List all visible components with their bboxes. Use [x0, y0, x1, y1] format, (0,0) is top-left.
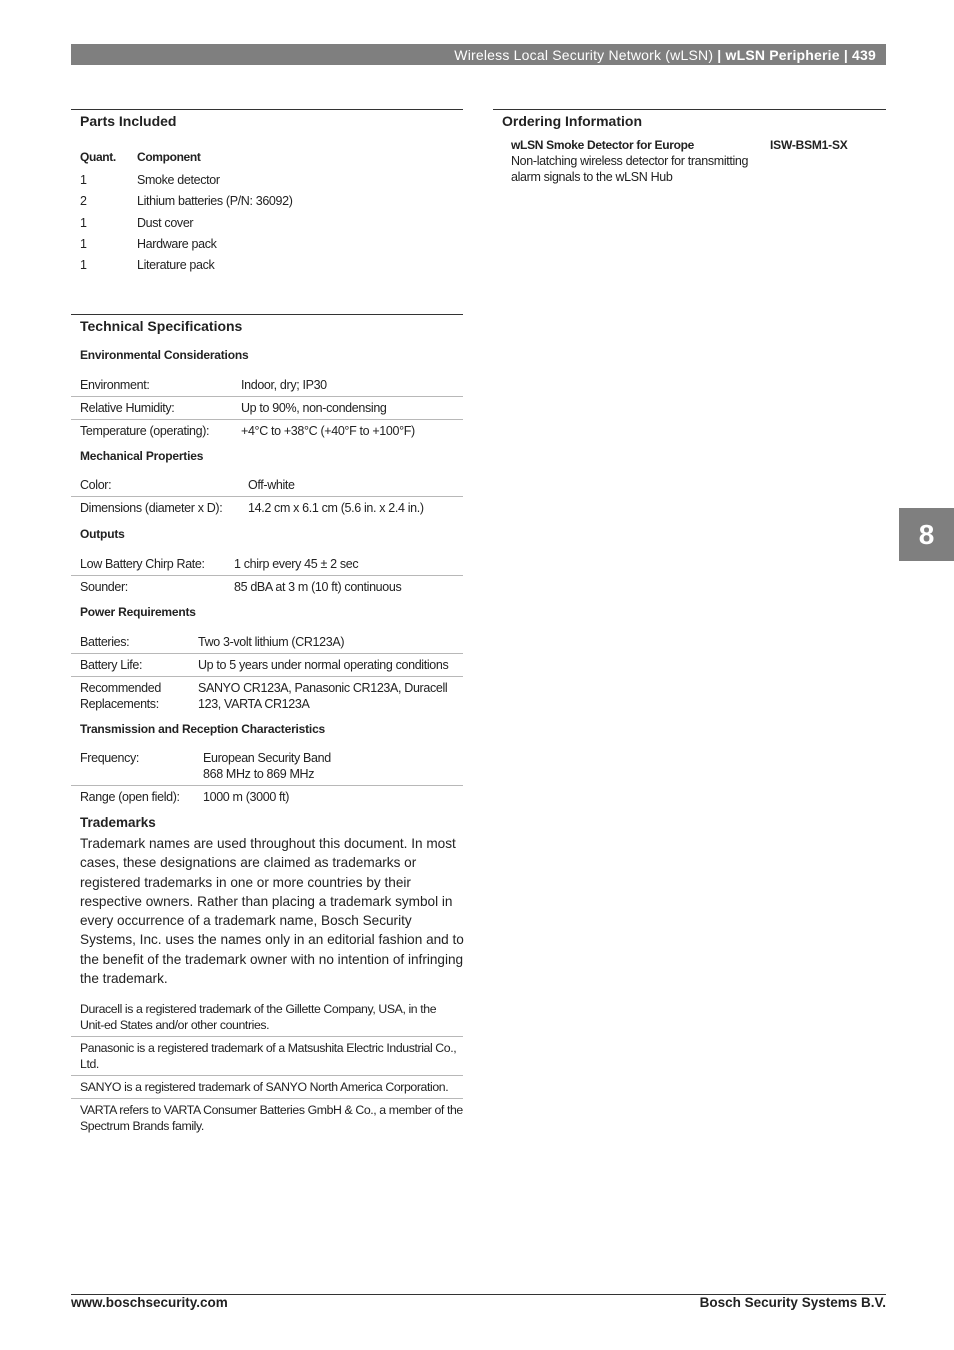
spec-label: Range (open field):: [80, 790, 180, 804]
spec-value: SANYO CR123A, Panasonic CR123A, Duracell 123, VARTA CR123A: [198, 681, 448, 711]
quant-cell: 2: [80, 194, 87, 209]
trademark-note: Panasonic is a registered trademark of a Matsushita Electric Industrial Co., Ltd.: [71, 1037, 463, 1076]
spec-label: Recommended Replacements:: [80, 681, 161, 711]
spec-label: Relative Humidity:: [80, 401, 175, 415]
table-row: [80, 233, 460, 254]
spec-label: Dimensions (diameter x D):: [80, 501, 223, 515]
env-table: [71, 374, 463, 442]
quant-cell: 1: [80, 215, 87, 230]
table-row: [80, 191, 460, 212]
table-row: [71, 374, 463, 397]
trademark-note: SANYO is a registered trademark of SANYO North America Corporation.: [71, 1076, 463, 1099]
quant-cell: 1: [80, 236, 87, 251]
header-section: | wLSN Peripherie | 439: [717, 46, 876, 63]
spec-label: Sounder:: [80, 580, 128, 594]
table-row: [71, 576, 463, 598]
spec-label: Low Battery Chirp Rate:: [80, 557, 205, 571]
product-code: ISW-BSM1-SX: [770, 138, 848, 152]
outputs-title: Outputs: [80, 527, 125, 541]
spec-value: +4°C to +38°C (+40°F to +100°F): [241, 424, 415, 438]
table-row: [80, 169, 460, 190]
ordering-rule: [493, 109, 886, 110]
parts-title: Parts Included: [80, 113, 177, 129]
col-component: Component: [137, 149, 201, 164]
trademark-note: Duracell is a registered trademark of the Gillette Company, USA, in the Unit-ed States and/or other countries.: [71, 998, 463, 1037]
trademark-note: VARTA refers to VARTA Consumer Batteries GmbH & Co., a member of the Spectrum Brands family.: [80, 1103, 463, 1133]
transmission-title: Transmission and Reception Characteristics: [80, 722, 326, 736]
table-row: [71, 631, 463, 654]
table-row: [80, 254, 460, 275]
spec-value: 1000 m (3000 ft): [203, 790, 290, 804]
spec-value: Off-white: [248, 478, 295, 492]
mech-table: [71, 474, 463, 519]
spec-value: 85 dBA at 3 m (10 ft) continuous: [234, 580, 402, 594]
component-cell: Dust cover: [137, 215, 194, 230]
trademark-notes: [71, 998, 463, 1137]
spec-value: [203, 750, 463, 782]
spec-value: Up to 90%, non-condensing: [241, 401, 387, 415]
parts-header-row: [80, 146, 460, 167]
ordering-title: Ordering Information: [502, 113, 642, 129]
table-row: [71, 474, 463, 497]
quant-cell: 1: [80, 258, 87, 273]
spec-label: Environment:: [80, 378, 150, 392]
parts-rule: [71, 109, 463, 110]
spec-label: Battery Life:: [80, 658, 143, 672]
component-cell: Literature pack: [137, 258, 215, 273]
mech-title: Mechanical Properties: [80, 449, 204, 463]
spec-label: Frequency:: [80, 751, 140, 765]
footer-website[interactable]: www.boschsecurity.com: [71, 1295, 228, 1310]
trademarks-body: Trademark names are used throughout this document. In most cases, these designations are claimed as trademarks or registered trademarks in one or more countries by their respective owners. Rather than placing a trademark symbol in every occurrence of a trademark name, Bosch Security Systems, Inc. uses the names only in an editorial fashion and to the benefit of the trademark owner with no intention of infringing the trademark.: [80, 836, 464, 987]
header-title: Wireless Local Security Network (wLSN): [454, 46, 714, 63]
power-title: Power Requirements: [80, 605, 196, 619]
power-table: [71, 631, 463, 715]
table-row: [71, 747, 463, 786]
table-row: [80, 212, 460, 233]
spec-label: Batteries:: [80, 635, 130, 649]
table-row: [71, 497, 463, 519]
product-description: Non-latching wireless detector for transmitting alarm signals to the wLSN Hub: [511, 154, 749, 184]
table-row: [71, 786, 463, 808]
spec-label: Color:: [80, 478, 112, 492]
spec-value-line: European Security Band: [203, 751, 331, 765]
col-quant: Quant.: [80, 149, 116, 164]
page-header: [71, 44, 886, 65]
footer-company: Bosch Security Systems B.V.: [699, 1295, 886, 1310]
table-row: [71, 397, 463, 420]
spec-value: 14.2 cm x 6.1 cm (5.6 in. x 2.4 in.): [248, 501, 424, 515]
tech-title: Technical Specifications: [80, 318, 243, 334]
spec-label: Temperature (operating):: [80, 424, 210, 438]
table-row: [71, 677, 463, 715]
tech-rule: [71, 314, 463, 315]
spec-value: Up to 5 years under normal operating conditions: [198, 658, 449, 672]
parts-table: [80, 146, 460, 276]
table-row: [71, 420, 463, 442]
trademarks-title: Trademarks: [80, 815, 156, 830]
spec-value: 1 chirp every 45 ± 2 sec: [234, 557, 359, 571]
table-row: [71, 553, 463, 576]
table-row: [71, 654, 463, 677]
component-cell: Lithium batteries (P/N: 36092): [137, 194, 293, 209]
quant-cell: 1: [80, 172, 87, 187]
spec-value: Indoor, dry; IP30: [241, 378, 327, 392]
spec-value: Two 3-volt lithium (CR123A): [198, 635, 345, 649]
transmission-table: [71, 747, 463, 808]
product-name: wLSN Smoke Detector for Europe: [511, 138, 695, 152]
component-cell: Hardware pack: [137, 236, 217, 251]
env-title: Environmental Considerations: [80, 348, 249, 362]
chapter-tab: 8: [899, 508, 954, 561]
component-cell: Smoke detector: [137, 172, 220, 187]
outputs-table: [71, 553, 463, 598]
spec-value-line: 868 MHz to 869 MHz: [203, 767, 315, 781]
ordering-item: [511, 138, 886, 185]
